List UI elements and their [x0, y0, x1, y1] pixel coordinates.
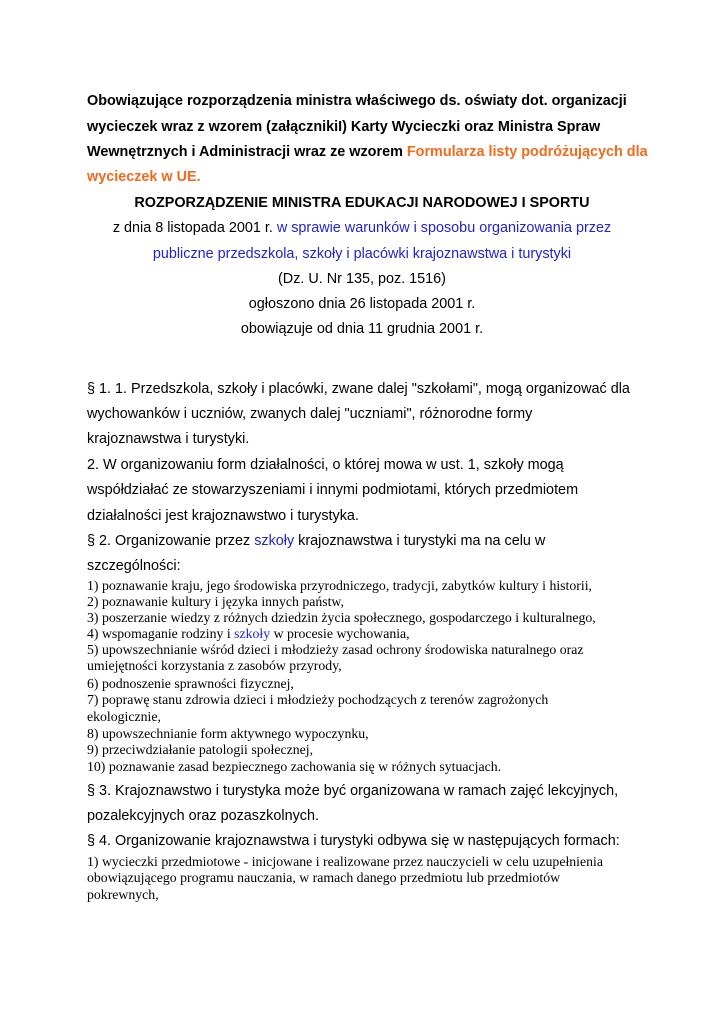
passenger-list-form-link-cont[interactable]: wycieczek w UE.	[87, 169, 201, 185]
section2-item-5-line1: 5) upowszechnianie wśród dzieci i młodzieży zasad ochrony środowiska naturalnego oraz	[87, 642, 584, 657]
list-item	[87, 610, 596, 626]
list-item	[87, 578, 592, 594]
section2-item-3: 3) poszerzanie wiedzy z różnych dziedzin życia społecznego, gospodarczego i kulturalnego,	[87, 610, 596, 625]
section4-item-1-line1: 1) wycieczki przedmiotowe - inicjowane i realizowane przez nauczycieli w celu uzupełnienia	[87, 854, 603, 869]
section2-item-6: 6) podnoszenie sprawności fizycznej,	[87, 676, 294, 691]
section1-line-4	[87, 457, 564, 473]
section2-item-7-line2: ekologicznie,	[87, 709, 161, 724]
list-item-cont	[87, 887, 159, 903]
schools-link[interactable]: szkoły	[254, 533, 295, 549]
regulation-date: z dnia 8 listopada 2001 r.	[112, 220, 277, 236]
section2-item-8: 8) upowszechnianie form aktywnego wypoczynku,	[87, 726, 369, 741]
list-item	[87, 726, 369, 742]
header-line-1	[87, 93, 627, 109]
section4-text-1: § 4. Organizowanie krajoznawstwa i turystyki odbywa się w następujących formach:	[87, 833, 620, 849]
section1-line-6	[87, 508, 359, 524]
section2-item-10: 10) poznawanie zasad bezpiecznego zachowania się w różnych sytuacjach.	[87, 759, 502, 774]
passenger-list-form-link[interactable]: Formularza listy podróżujących dla	[406, 144, 648, 160]
regulation-subject-link-cont[interactable]: publiczne przedszkola, szkoły i placówki krajoznawstwa i turystyki	[152, 246, 572, 262]
section2-item-4a: 4) wspomaganie rodziny i	[87, 626, 235, 641]
header-line-2	[87, 119, 600, 135]
section1-text-4: 2. W organizowaniu form działalności, o której mowa w ust. 1, szkoły mogą	[87, 457, 564, 473]
regulation-subject-line[interactable]	[0, 246, 724, 262]
section1-text-6: działalności jest krajoznawstwo i turystyka.	[87, 508, 359, 524]
list-item	[87, 676, 294, 692]
list-item	[87, 742, 313, 758]
header-text-2: wycieczek wraz z wzorem (załącznikiI) Karty Wycieczki oraz Ministra Spraw	[87, 119, 601, 135]
announced-date-text: ogłoszono dnia 26 listopada 2001 r.	[248, 296, 476, 312]
section1-text-2: wychowanków i uczniów, zwanych dalej "uczniami", różnorodne formy	[87, 406, 533, 422]
regulation-title-text: ROZPORZĄDZENIE MINISTRA EDUKACJI NARODOWEJ I SPORTU	[134, 195, 590, 211]
schools-link-2[interactable]: szkoły	[234, 626, 271, 641]
section3-text-2: pozalekcyjnych oraz pozaszkolnych.	[87, 808, 319, 824]
header-text-1: Obowiązujące rozporządzenia ministra właściwego ds. oświaty dot. organizacji	[87, 93, 627, 109]
section1-line-3	[87, 431, 249, 447]
section2-item-9: 9) przeciwdziałanie patologii społecznej,	[87, 742, 314, 757]
section1-text-5: współdziałać ze stowarzyszeniami i innymi podmiotami, których przedmiotem	[87, 482, 579, 498]
list-item	[87, 854, 603, 870]
list-item	[87, 642, 584, 658]
header-text-3: Wewnętrznych i Administracji wraz ze wzorem	[87, 144, 407, 160]
section2-intro-line-2	[87, 558, 181, 574]
effective-date-text: obowiązuje od dnia 11 grudnia 2001 r.	[240, 321, 484, 337]
journal-reference-text: (Dz. U. Nr 135, poz. 1516)	[278, 271, 446, 287]
section4-line-1	[87, 833, 620, 849]
section2-item-5-line2: umiejętności korzystania z zasobów przyrody,	[87, 658, 342, 673]
list-item	[87, 626, 410, 642]
list-item-cont	[87, 658, 342, 674]
header-line-3	[87, 144, 648, 160]
journal-reference	[0, 271, 724, 287]
section3-line-1	[87, 783, 618, 799]
section2-intro	[87, 533, 545, 549]
section2-intro-a: § 2. Organizowanie przez	[87, 533, 255, 549]
section2-item-4b: w procesie wychowania,	[270, 626, 410, 641]
section2-item-2: 2) poznawanie kultury i języka innych państw,	[87, 594, 344, 609]
regulation-subject-link[interactable]: w sprawie warunków i sposobu organizowania przez	[276, 220, 612, 236]
section2-intro-b: krajoznawstwa i turystyki ma na celu w	[294, 533, 546, 549]
section1-line-5	[87, 482, 578, 498]
section3-line-2	[87, 808, 319, 824]
regulation-date-line	[0, 220, 724, 236]
section1-text-1: § 1. 1. Przedszkola, szkoły i placówki, zwane dalej "szkołami", mogą organizować dla	[87, 381, 630, 397]
header-line-4[interactable]	[87, 169, 201, 185]
list-item-cont	[87, 870, 560, 886]
announced-date	[0, 296, 724, 312]
section2-intro-text-2: szczególności:	[87, 558, 181, 574]
effective-date	[0, 321, 724, 337]
section4-item-1-line2: obowiązującego programu nauczania, w ramach danego przedmiotu lub przedmiotów	[87, 870, 561, 885]
regulation-title	[0, 195, 724, 211]
list-item-cont	[87, 709, 161, 725]
section2-item-1: 1) poznawanie kraju, jego środowiska przyrodniczego, tradycji, zabytków kultury i historii,	[87, 578, 592, 593]
list-item	[87, 759, 501, 775]
section3-text-1: § 3. Krajoznawstwo i turystyka może być organizowana w ramach zajęć lekcyjnych,	[87, 783, 619, 799]
section1-line-2	[87, 406, 532, 422]
section1-line-1	[87, 381, 630, 397]
list-item	[87, 692, 548, 708]
list-item	[87, 594, 344, 610]
section1-text-3: krajoznawstwa i turystyki.	[87, 431, 250, 447]
section4-item-1-line3: pokrewnych,	[87, 887, 159, 902]
section2-item-7-line1: 7) poprawę stanu zdrowia dzieci i młodzieży pochodzących z terenów zagrożonych	[87, 692, 549, 707]
